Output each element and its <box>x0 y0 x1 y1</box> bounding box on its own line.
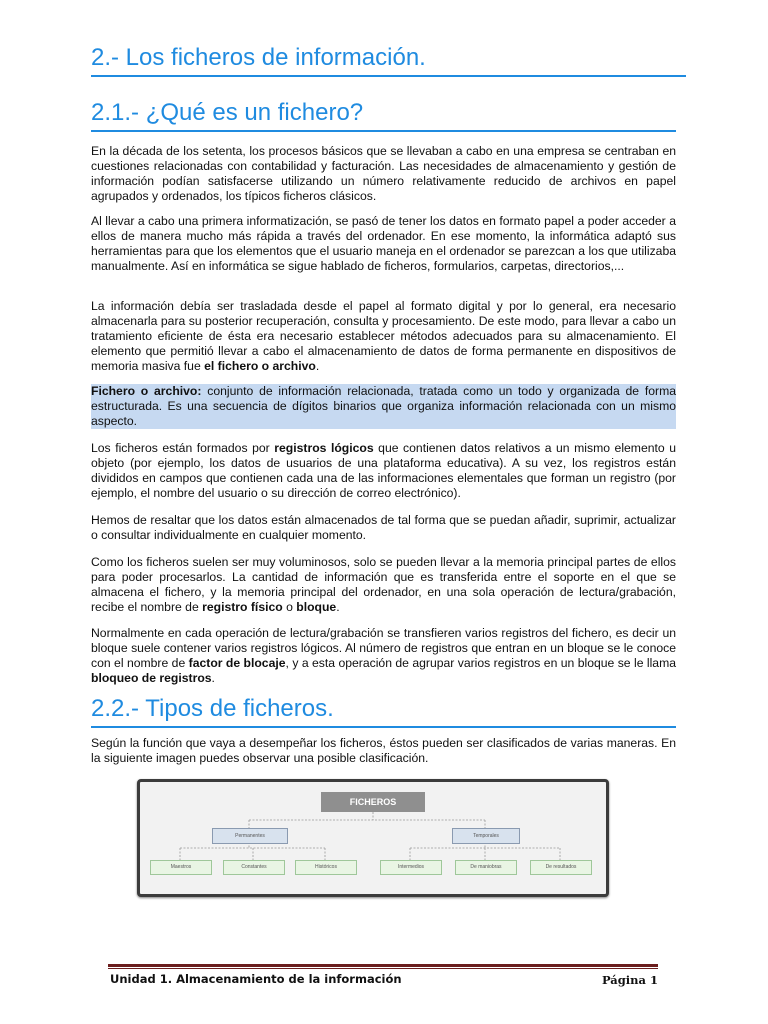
paragraph-informatizacion: Al llevar a cabo una primera informatización, se pasó de tener los datos en formato papel a poder acceder a ellos de manera mucho más rápida a través del ordenador. En ese momento, la informática adaptó sus herramientas para que los elementos que el usuario maneja en el ordenador se parezcan a los que utilizaba manualmente. Así en informática se sigue hablado de ficheros, formularios, carpetas, directorios,... <box>91 214 676 273</box>
diagram-temporales: Temporales <box>452 828 520 844</box>
diagram-intermedios: Intermedios <box>380 860 442 875</box>
definition-fichero <box>91 384 676 429</box>
footer-rule-thick <box>108 964 658 967</box>
diagram-historicos: Históricos <box>295 860 357 875</box>
paragraph-registros-logicos <box>91 441 676 501</box>
section-2-heading: 2.- Los ficheros de información. <box>91 44 686 77</box>
footer-rule-thin <box>108 968 658 969</box>
text: , y a esta operación de agrupar varios registros en un bloque se le llama <box>285 656 676 670</box>
diagram-root: FICHEROS <box>321 792 425 812</box>
text: que contienen datos relativos a un mismo elemento u objeto (por ejemplo, los datos de usuarios de una plataforma educativa). A su vez, los registros están divididos en campos que contienen cada una de las informaciones elementales que forman un registro (por ejemplo, el nombre del usuario o su dirección de correo electrónico). <box>91 441 676 500</box>
term-bloqueo-registros: bloqueo de registros <box>91 671 212 685</box>
term-registro-fisico: registro físico <box>202 600 283 614</box>
text: Como los ficheros suelen ser muy voluminosos, solo se pueden llevar a la memoria principal partes de ellos para poder procesarlos. La cantidad de información que es transferida entre el soporte en el que se almacena el fichero, y la memoria principal del ordenador, en una sola operación de lectura/grabación, recibe el nombre de <box>91 555 676 614</box>
file-types-diagram <box>137 779 609 897</box>
paragraph-resaltar: Hemos de resaltar que los datos están almacenados de tal forma que se puedan añadir, suprimir, actualizar o consultar individualmente en cualquier momento. <box>91 513 676 542</box>
diagram-maestros: Maestros <box>150 860 212 875</box>
diagram-permanentes: Permanentes <box>212 828 288 844</box>
footer-unit-title: Unidad 1. Almacenamiento de la información <box>110 972 402 986</box>
definition-text: conjunto de información relacionada, tratada como un todo y organizada de forma estructurada. Es una secuencia de dígitos binarios que organiza información relacionada con un mismo aspecto. <box>91 384 677 428</box>
period: . <box>211 671 215 685</box>
term-factor-blocaje: factor de blocaje <box>188 656 286 670</box>
period: . <box>315 359 320 373</box>
paragraph-blocaje <box>91 626 676 686</box>
term-bloque: bloque <box>296 600 337 614</box>
term-registros-logicos: registros lógicos <box>274 441 374 455</box>
paragraph-traslado <box>91 299 676 374</box>
text: Normalmente en cada operación de lectura/grabación se transfieren varios registros del fichero, es decir un bloque suele contener varios registros lógicos. Al número de registros que entran en un bloque se le conoce con el nombre de <box>91 626 676 670</box>
definition-term: Fichero o archivo: <box>91 384 202 398</box>
text: Los ficheros están formados por <box>91 441 275 455</box>
term-fichero-archivo: el fichero o archivo <box>204 359 316 373</box>
section-2-1-heading: 2.1.- ¿Qué es un fichero? <box>91 99 676 132</box>
paragraph-voluminosos <box>91 555 676 615</box>
section-2-2-heading: 2.2.- Tipos de ficheros. <box>91 695 676 728</box>
diagram-de-maniobras: De maniobras <box>455 860 517 875</box>
paragraph-traslado-text: La información debía ser trasladada desde el papel al formato digital y por lo general, era necesario almacenarla para su posterior recuperación, consulta y procesamiento. De este modo, para llevar a cabo un tratamiento eficiente de ésta era necesario establecer métodos adecuados para su almacenamiento. El elemento que permitió llevar a cabo el almacenamiento de datos de forma permanente en dispositivos de memoria masiva fue <box>91 299 676 373</box>
footer-page-number: Página 1 <box>601 973 658 987</box>
paragraph-intro: En la década de los setenta, los procesos básicos que se llevaban a cabo en una empresa se centraban en cuestiones relacionadas con contabilidad y facturación. Las necesidades de almacenamiento y gestión de información podían satisfacerse utilizando un número relativamente reducido de archivos en papel agrupados y ordenados, los típicos ficheros clásicos. <box>91 144 676 203</box>
diagram-constantes: Constantes <box>223 860 285 875</box>
diagram-de-resultados: De resultados <box>530 860 592 875</box>
text: o <box>282 600 297 614</box>
period: . <box>336 600 340 614</box>
paragraph-tipos: Según la función que vaya a desempeñar los ficheros, éstos pueden ser clasificados de varias maneras. En la siguiente imagen puedes observar una posible clasificación. <box>91 736 676 765</box>
